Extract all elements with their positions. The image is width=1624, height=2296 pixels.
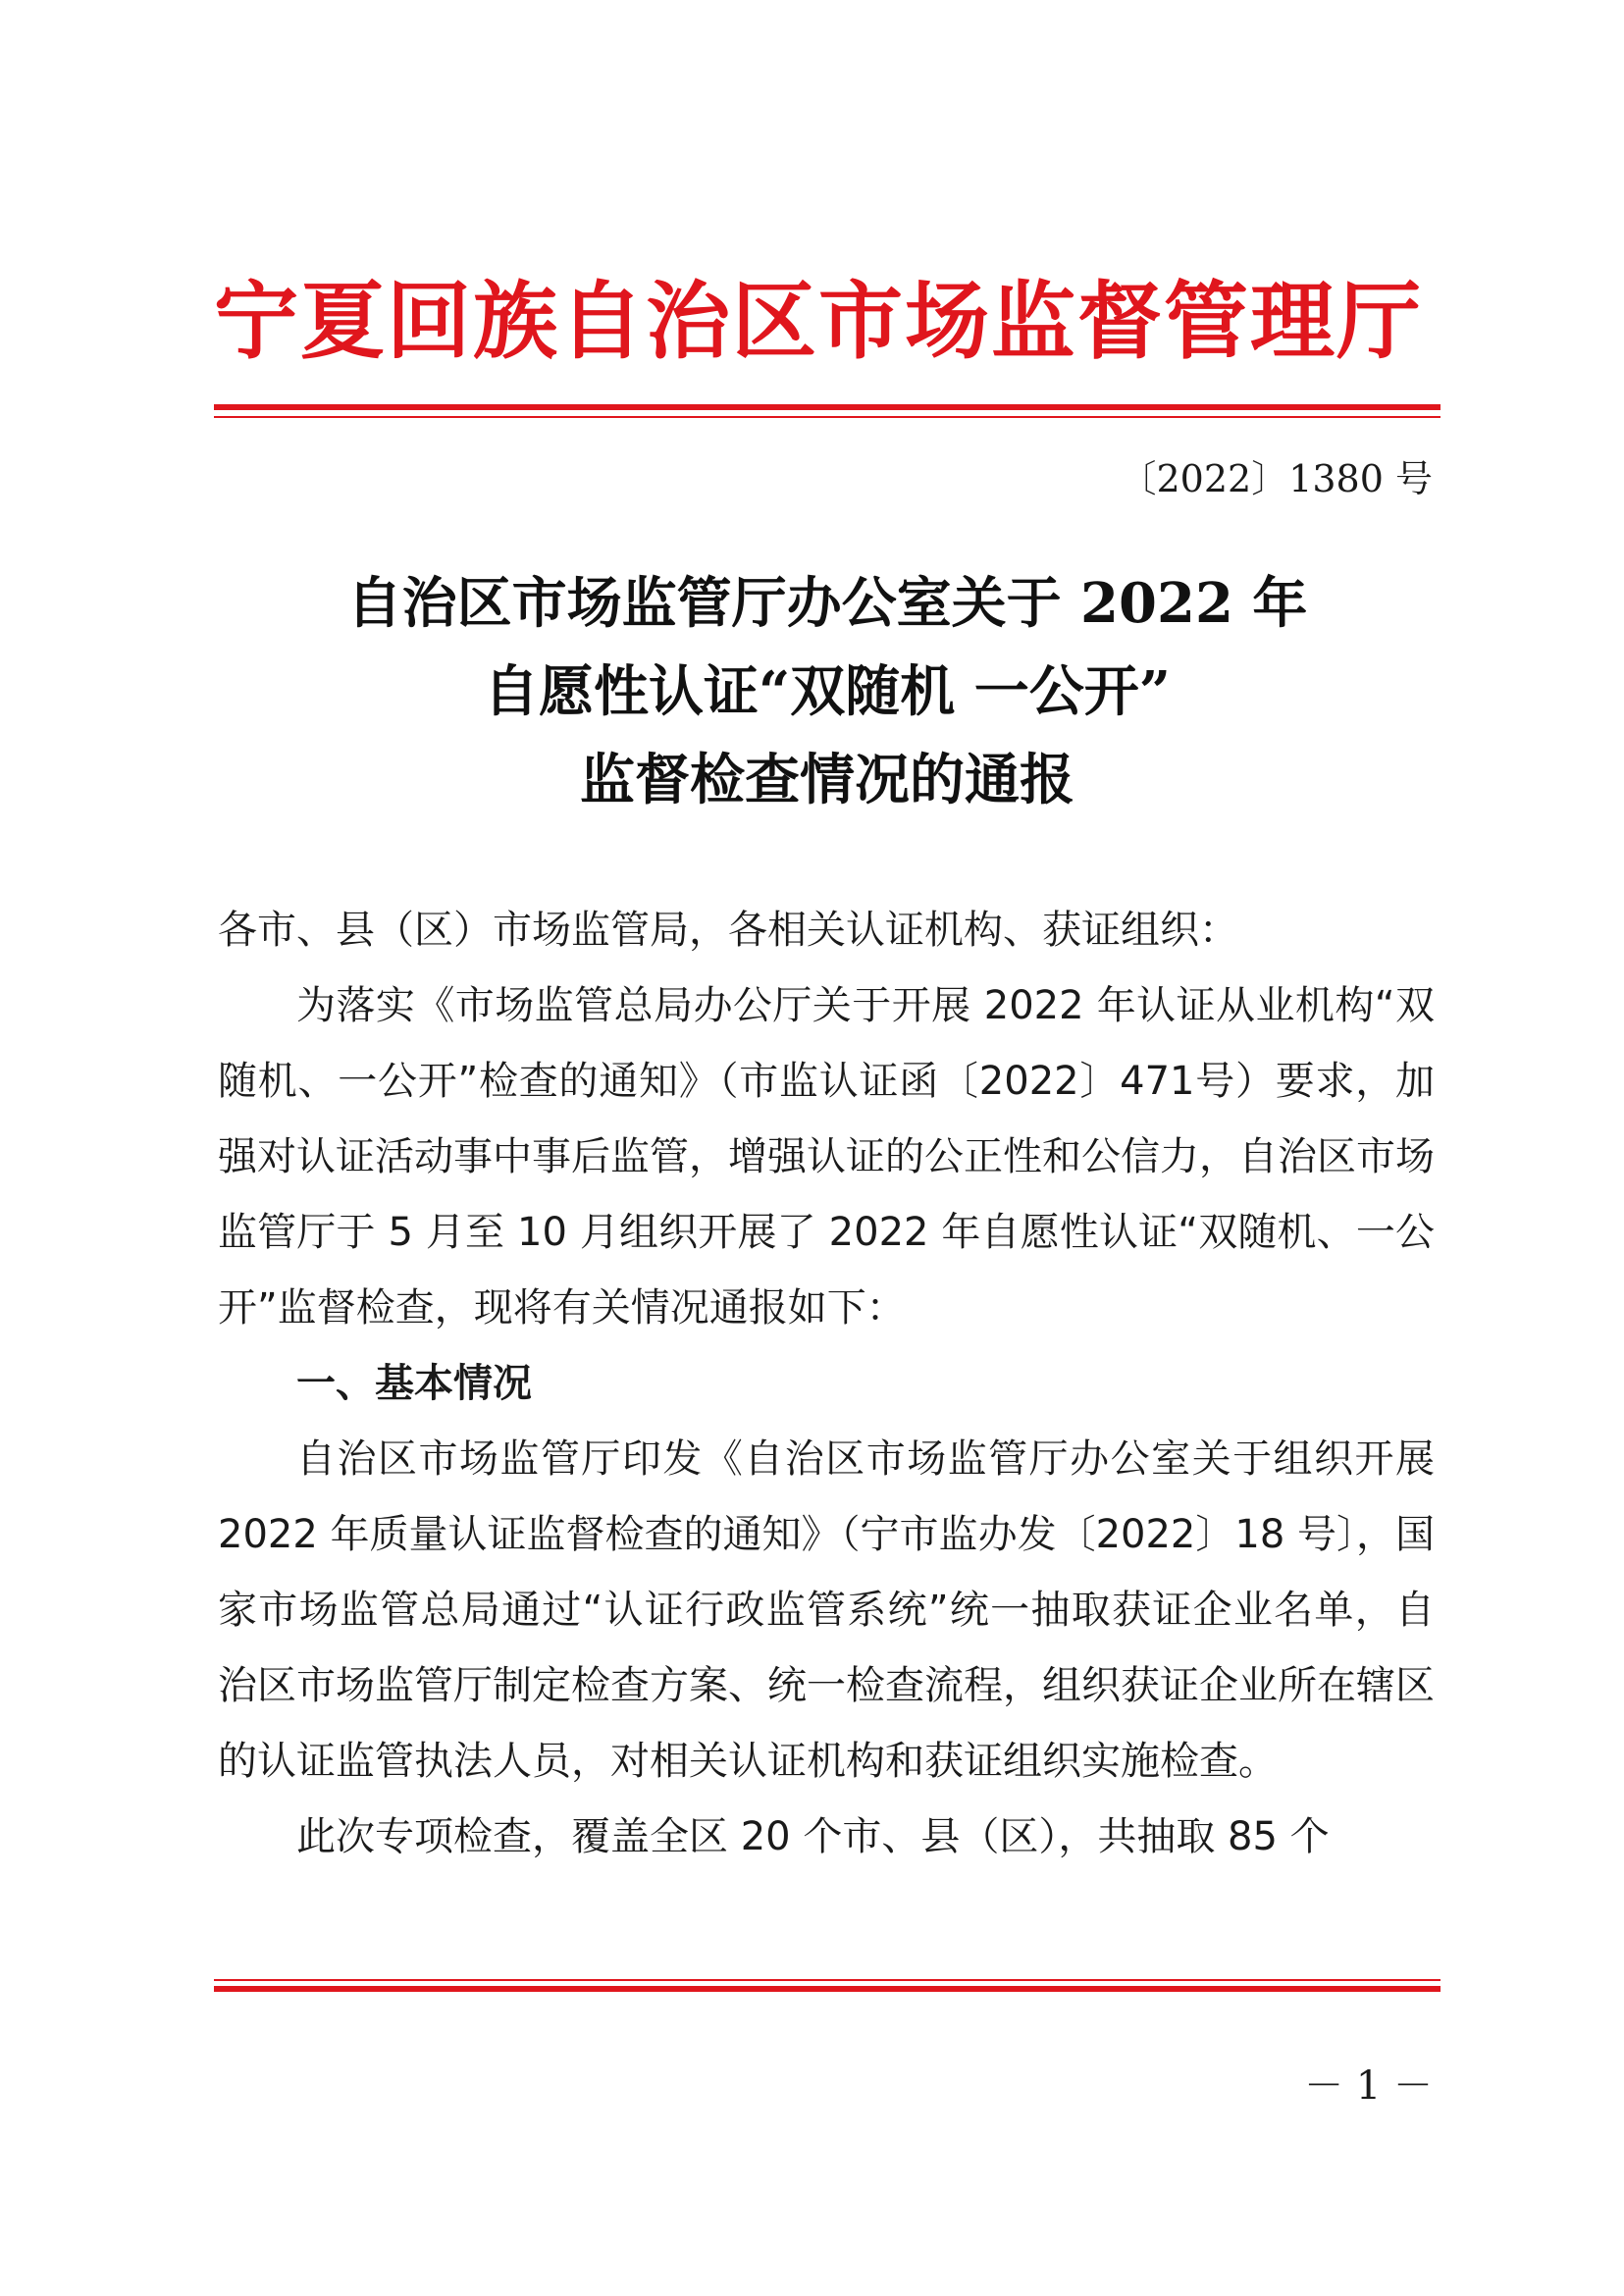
salutation: 各市、县（区）市场监管局，各相关认证机构、获证组织： <box>218 908 1238 953</box>
document-title-line-1: 自治区市场监管厅办公室关于 2022 年 <box>346 571 1308 636</box>
body-paragraph-2: 自治区市场监管厅印发《自治区市场监管厅办公室关于组织开展 2022 年质量认证监督检查的通知》（宁市监办发〔2022〕18 号〕，国家市场监管总局通过“认证行政监管系统”统一抽取获证企业名单，自治区市场监管厅制定检查方案、统一检查流程，组织获证企业所在辖区的认证监管执法人员，对相关认证机构和获证组织实施检查。 <box>218 1436 1435 1784</box>
document-body <box>218 893 1435 1875</box>
footer-red-rule-thin <box>214 1979 1441 1981</box>
header-red-rule-thick <box>214 404 1441 410</box>
page-number: － 1 － <box>1304 2063 1433 2109</box>
footer-red-rule-thick <box>214 1986 1441 1992</box>
header-red-rule-thin <box>214 416 1441 418</box>
document-title <box>214 559 1441 824</box>
section-heading-1: 一、基本情况 <box>296 1361 532 1406</box>
body-paragraph-1: 为落实《市场监管总局办公厅关于开展 2022 年认证从业机构“双随机、一公开”检查的通知》（市监认证函〔2022〕471号）要求，加强对认证活动事中事后监管，增强认证的公正性和公信力，自治区市场监管厅于 5 月至 10 月组织开展了 2022 年自愿性认证“双随机、一公开”监督检查，现将有关情况通报如下： <box>218 983 1435 1331</box>
issuing-organization-header: 宁夏回族自治区市场监督管理厅 <box>214 272 1423 371</box>
body-paragraph-3: 此次专项检查，覆盖全区 20 个市、县（区），共抽取 85 个 <box>296 1814 1330 1859</box>
document-number: 〔2022〕1380 号 <box>1119 457 1433 500</box>
document-title-line-2: 自愿性认证“双随机 一公开” <box>484 659 1171 724</box>
document-title-line-3: 监督检查情况的通报 <box>580 748 1074 812</box>
